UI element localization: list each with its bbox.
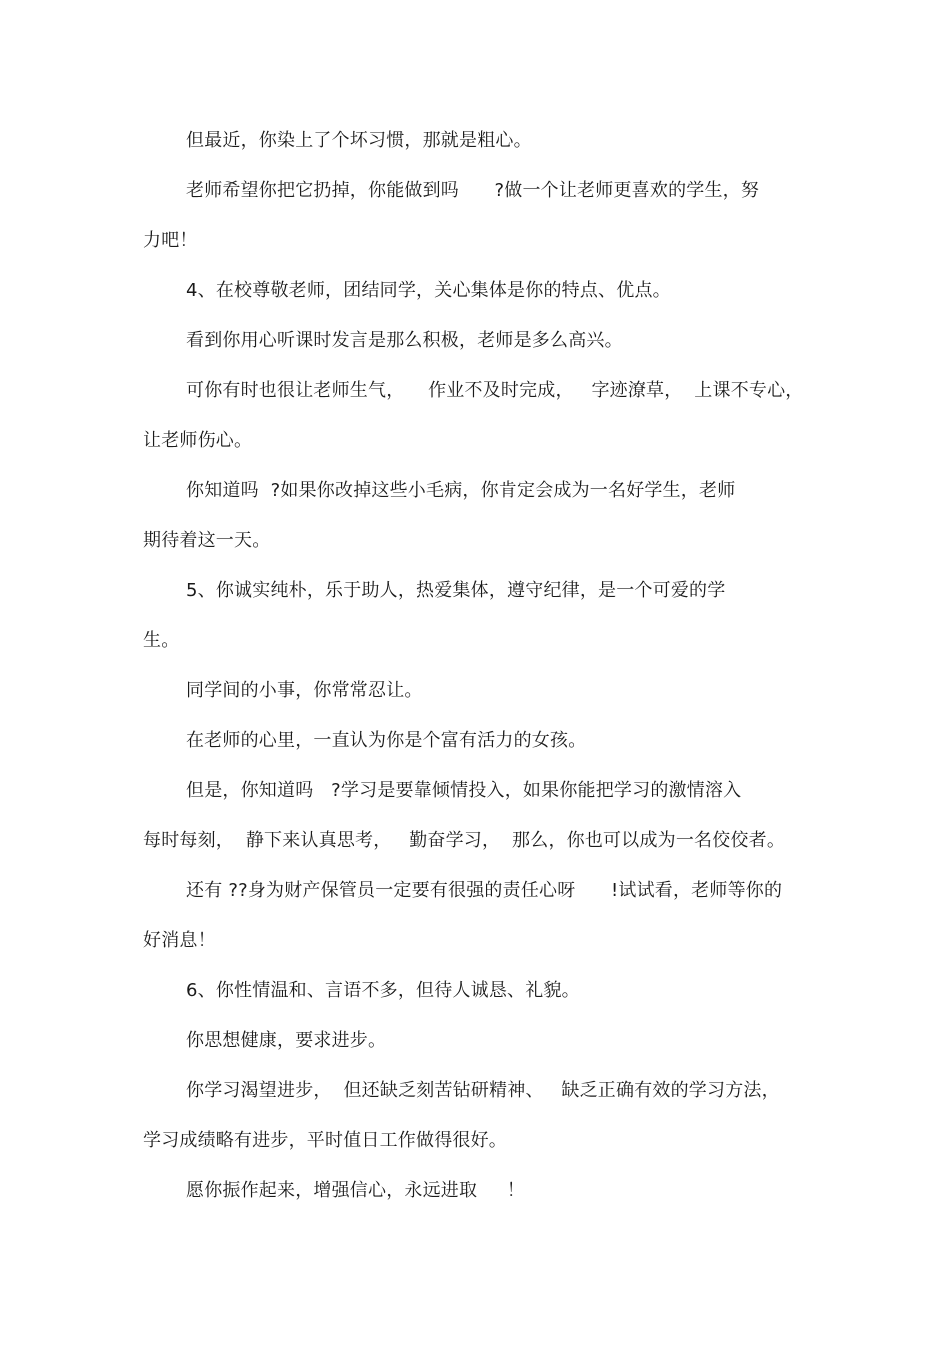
paragraph-line: 5、你诚实纯朴，乐于助人，热爱集体，遵守纪律，是一个可爱的学 [186, 580, 726, 601]
paragraph-line: 期待着这一天。 [143, 530, 271, 551]
paragraph-line: 生。 [143, 630, 180, 651]
paragraph-line: 你思想健康，要求进步。 [186, 1030, 387, 1051]
paragraph-line: 学习成绩略有进步，平时值日工作做得很好。 [143, 1130, 507, 1151]
paragraph-line: 可你有时也很让老师生气， 作业不及时完成， 字迹潦草， 上课不专心， [186, 380, 804, 401]
paragraph-line: 你学习渴望进步， 但还缺乏刻苦钻研精神、 缺乏正确有效的学习方法， [186, 1080, 780, 1101]
paragraph-line: 老师希望你把它扔掉，你能做到吗 ?做一个让老师更喜欢的学生，努 [186, 180, 760, 201]
paragraph-line: 你知道吗 ?如果你改掉这些小毛病，你肯定会成为一名好学生，老师 [186, 480, 736, 501]
paragraph-line: 6、你性情温和、言语不多，但待人诚恳、礼貌。 [186, 980, 580, 1001]
paragraph-line: 力吧！ [143, 230, 198, 251]
paragraph-line: 看到你用心听课时发言是那么积极，老师是多么高兴。 [186, 330, 623, 351]
paragraph-line: 同学间的小事，你常常忍让。 [186, 680, 423, 701]
paragraph-line: 让老师伤心。 [143, 430, 253, 451]
paragraph-line: 愿你振作起来，增强信心，永远进取 ！ [186, 1180, 526, 1201]
paragraph-line: 在老师的心里，一直认为你是个富有活力的女孩。 [186, 730, 587, 751]
paragraph-line: 但最近，你染上了个坏习惯，那就是粗心。 [186, 130, 532, 151]
paragraph-line: 还有 ??身为财产保管员一定要有很强的责任心呀 !试试看，老师等你的 [186, 880, 783, 901]
paragraph-line: 但是，你知道吗 ?学习是要靠倾情投入，如果你能把学习的激情溶入 [186, 780, 742, 801]
paragraph-line: 4、在校尊敬老师，团结同学，关心集体是你的特点、优点。 [186, 280, 671, 301]
paragraph-line: 好消息！ [143, 930, 216, 951]
paragraph-line: 每时每刻， 静下来认真思考， 勤奋学习， 那么，你也可以成为一名佼佼者。 [143, 830, 786, 851]
